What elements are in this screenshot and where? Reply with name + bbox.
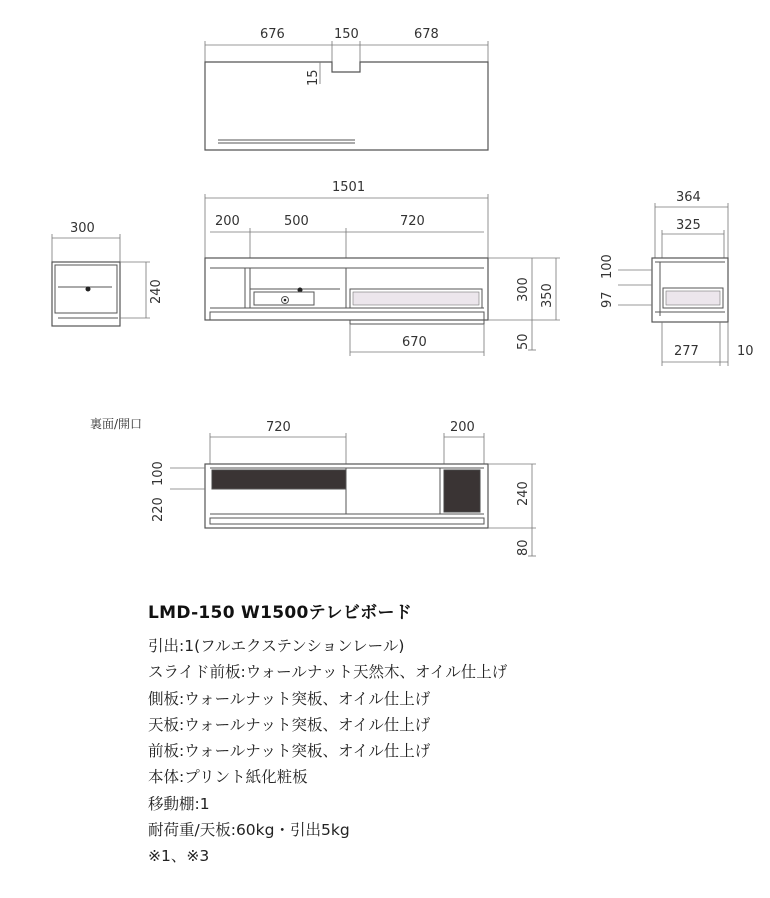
front-view	[205, 180, 560, 356]
back-view	[90, 417, 536, 556]
front-dim-300: 300	[516, 277, 531, 302]
front-dim-1501: 1501	[332, 180, 366, 195]
spec-line-notes: ※1、※3	[148, 847, 210, 866]
side-view-right	[600, 190, 754, 366]
back-dim-80: 80	[516, 539, 531, 556]
right-dim-97: 97	[600, 291, 615, 308]
front-dim-720: 720	[400, 214, 425, 229]
spec-line-front-panel: 前板:ウォールナット突板、オイル仕上げ	[148, 742, 431, 761]
front-dim-200: 200	[215, 214, 240, 229]
spec-line-slide-front: スライド前板:ウォールナット天然木、オイル仕上げ	[148, 663, 508, 682]
spec-line-shelf: 移動棚:1	[148, 794, 210, 813]
front-dim-500: 500	[284, 214, 309, 229]
back-dim-240: 240	[516, 481, 531, 506]
product-title: LMD-150 W1500テレビボード	[148, 603, 413, 623]
right-dim-10: 10	[737, 344, 754, 359]
top-dim-150: 150	[334, 27, 359, 42]
right-dim-277: 277	[674, 344, 699, 359]
top-dim-676: 676	[260, 27, 285, 42]
left-dim-300: 300	[70, 221, 95, 236]
spec-line-drawer: 引出:1(フルエクステンションレール)	[148, 637, 405, 655]
front-dim-350: 350	[540, 283, 555, 308]
spec-line-body: 本体:プリント紙化粧板	[148, 768, 308, 787]
top-view	[205, 27, 488, 150]
spec-line-top-panel: 天板:ウォールナット突板、オイル仕上げ	[148, 715, 431, 734]
right-dim-100: 100	[600, 254, 615, 279]
back-dim-220: 220	[151, 497, 166, 522]
spec-block	[148, 598, 507, 870]
left-dim-240: 240	[149, 279, 164, 304]
spec-line-side-panel: 側板:ウォールナット突板、オイル仕上げ	[148, 689, 431, 708]
front-dim-670: 670	[402, 335, 427, 350]
right-dim-325: 325	[676, 218, 701, 233]
front-dim-50: 50	[516, 333, 531, 350]
back-dim-720: 720	[266, 420, 291, 435]
back-dim-200: 200	[450, 420, 475, 435]
right-dim-364: 364	[676, 190, 701, 205]
back-dim-100: 100	[151, 461, 166, 486]
side-view-left	[52, 221, 164, 326]
spec-line-load: 耐荷重/天板:60kg・引出5kg	[148, 821, 350, 840]
top-dim-15: 15	[306, 69, 321, 86]
top-dim-678: 678	[414, 27, 439, 42]
back-view-label: 裏面/開口	[90, 417, 143, 431]
